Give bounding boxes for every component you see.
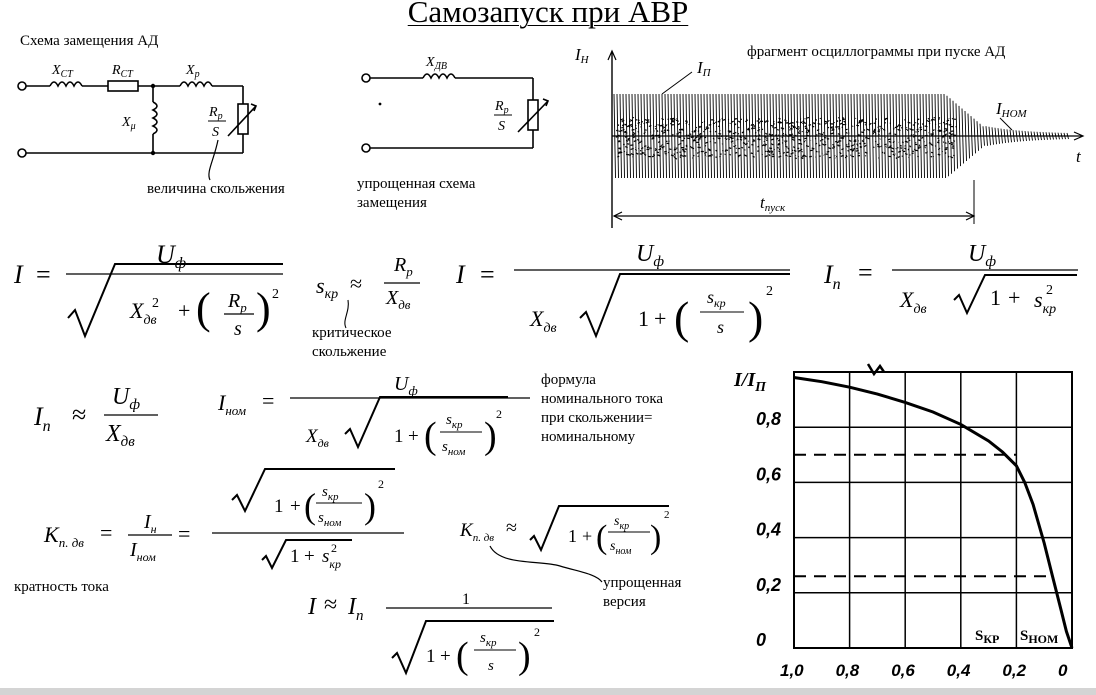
inductor-x-mu xyxy=(153,102,157,134)
simplified-version-note-line-1: упрощенная xyxy=(603,575,682,591)
f8-skr: $s_{кр}$ xyxy=(614,514,630,532)
simple-label-rp: $R_р$ xyxy=(495,99,509,116)
simplified-version-pointer xyxy=(490,546,602,582)
formula-critical-slip xyxy=(316,254,420,312)
f9-skr: $s_{кр}$ xyxy=(480,630,497,649)
critical-slip-pointer xyxy=(345,300,348,328)
f7-paren-close: ) xyxy=(364,486,376,526)
junction-top xyxy=(151,84,155,88)
f8-k: $K_{п. дв}$ xyxy=(460,520,495,544)
chart-y-tick-label: 0,4 xyxy=(756,519,782,540)
oscillogram-caption: фрагмент осциллограммы при пуске АД xyxy=(747,44,1006,60)
simplified-circuit-note-line-2: замещения xyxy=(357,195,427,211)
chart-y-label: $I/I_П$ xyxy=(734,369,767,395)
f8-one: 1 xyxy=(568,526,577,546)
chart-x-tick-label: 0 xyxy=(1058,661,1068,680)
f4-plus: + xyxy=(1008,285,1021,310)
osc-label-inom: IНОМ xyxy=(996,99,1027,120)
simplified-version-note-line-2: версия xyxy=(603,594,646,610)
f9-paren-open: ( xyxy=(456,635,469,677)
f5-lhs: $I_п$ xyxy=(34,402,51,435)
f9-plus: + xyxy=(440,646,451,667)
simplified-circuit-note-line-1: упрощенная схема xyxy=(357,176,476,192)
label-x-dv: $X_{ДВ}$ xyxy=(426,55,448,72)
simple-terminal-bottom xyxy=(362,144,370,152)
f3-eq: = xyxy=(480,260,495,289)
page-title-text: Самозапуск при АВР xyxy=(407,0,689,29)
formula-current-simplified xyxy=(455,241,790,343)
f1-sq-1: 2 xyxy=(152,296,159,311)
f9-lhs: I xyxy=(308,594,316,620)
inductor-x-dv xyxy=(423,74,455,78)
f1-numerator-u: Uф xyxy=(156,240,187,272)
simple-variable-resistor xyxy=(528,100,538,130)
f8-sq: 2 xyxy=(664,509,670,521)
f7-inom: $I_{ном}$ xyxy=(130,539,156,564)
f3-plus: + xyxy=(654,306,667,331)
f9-sq: 2 xyxy=(534,625,540,639)
f1-rp: $R_р$ xyxy=(228,290,247,315)
f9-ip: $I_п$ xyxy=(348,594,364,624)
f8-paren-open: ( xyxy=(596,519,608,556)
circuit-caption: Схема замещения АД xyxy=(20,33,159,49)
ip-pointer xyxy=(662,72,692,94)
terminal-bottom xyxy=(18,149,26,157)
f7-eq-1: = xyxy=(100,520,113,545)
f7-one-bottom: 1 xyxy=(290,546,300,567)
f4-sq: 2 xyxy=(1046,283,1053,298)
f3-paren-open: ( xyxy=(674,292,690,343)
osc-label-t-start: tпуск xyxy=(760,193,786,214)
critical-slip-note-line-1: критическое xyxy=(312,325,392,341)
f8-plus: + xyxy=(582,526,593,546)
f1-plus: + xyxy=(178,298,191,323)
slip-pointer-line xyxy=(209,140,218,180)
simplified-circuit xyxy=(362,74,548,152)
f7-skr-bottom: $s_{кр}$ xyxy=(322,546,342,571)
f4-lhs: $I_п$ xyxy=(824,260,841,293)
f3-s: s xyxy=(717,317,725,337)
f9-one-num: 1 xyxy=(462,591,470,608)
chart-reference-lines xyxy=(794,455,1053,576)
formula-start-current xyxy=(823,241,1078,317)
nominal-current-note-line-4: номинальному xyxy=(541,429,636,445)
f1-s: s xyxy=(234,318,242,340)
label-x-r: $X_р$ xyxy=(186,63,200,80)
chart-x-tick-label: 1,0 xyxy=(780,661,804,680)
f7-one-top: 1 xyxy=(274,496,284,517)
f7-sq-top: 2 xyxy=(378,477,384,491)
f5-x-dv: $X_{дв}$ xyxy=(106,421,135,450)
f7-plus-top: + xyxy=(290,496,301,517)
f6-one: 1 xyxy=(394,426,404,447)
osc-label-t: t xyxy=(1076,147,1081,166)
chart-x-tick-label: 0,2 xyxy=(1002,661,1027,680)
slip-value-note: величина скольжения xyxy=(147,181,285,197)
chart-y-tick-label: 0,8 xyxy=(756,409,782,430)
f1-lhs-i: I xyxy=(14,260,23,289)
label-x-st: $X_{СТ}$ xyxy=(52,63,73,80)
f1-sq-2: 2 xyxy=(272,287,279,302)
f7-snom-top: $s_{ном}$ xyxy=(318,510,342,529)
f9-one: 1 xyxy=(426,646,436,667)
f8-paren-close: ) xyxy=(650,519,662,556)
f8-snom: $s_{ном}$ xyxy=(610,539,632,557)
f3-numerator-u: $U_ф$ xyxy=(636,241,664,270)
f7-k: $K_{п. дв}$ xyxy=(44,522,84,550)
junction-bottom xyxy=(151,151,155,155)
skr-approx: ≈ xyxy=(350,271,363,296)
f6-x-dv: $X_{дв}$ xyxy=(306,426,329,450)
skr-lhs: $s_{кр}$ xyxy=(316,273,339,302)
current-ratio-note: кратность тока xyxy=(14,579,109,595)
f4-x-dv: $X_{дв}$ xyxy=(900,287,927,317)
chart-y-tick-label: 0,6 xyxy=(756,464,782,485)
osc-label-ip: IП xyxy=(697,58,711,79)
f4-numerator-u: $U_ф$ xyxy=(968,241,996,270)
formula-current-full xyxy=(13,240,283,340)
f6-paren-close: ) xyxy=(484,415,497,457)
critical-slip-note-line-2: скольжение xyxy=(312,344,387,360)
formula-start-current-approx xyxy=(33,384,158,450)
f6-paren-open: ( xyxy=(424,415,437,457)
skr-x-dv: $X_{дв}$ xyxy=(386,287,411,312)
label-x-mu: $X_\mu$ xyxy=(122,115,136,132)
chart-series-line xyxy=(794,378,1072,649)
f7-paren-open: ( xyxy=(304,486,316,526)
f9-s: s xyxy=(488,658,494,674)
f3-skr: $s_{кр}$ xyxy=(707,287,726,310)
label-s: S xyxy=(212,125,219,140)
skr-rp: $R_р$ xyxy=(394,254,413,279)
f1-paren-open: ( xyxy=(196,284,211,333)
f6-skr: $s_{кр}$ xyxy=(446,412,463,431)
formula-current-ratio-approx xyxy=(459,506,670,557)
f3-x-dv: $X_{дв}$ xyxy=(530,306,557,336)
label-r-st: $R_{СТ}$ xyxy=(112,63,133,80)
f3-lhs-i: I xyxy=(456,260,465,289)
f7-eq-2: = xyxy=(178,521,191,546)
f6-eq: = xyxy=(262,388,275,413)
chart-x-tick-label: 0,4 xyxy=(946,661,971,680)
f1-x-dv: $X_{дв}$ xyxy=(130,298,157,328)
f9-paren-close: ) xyxy=(518,635,531,677)
f9-approx: ≈ xyxy=(324,592,338,618)
chart-x-tick-label: 0,8 xyxy=(835,661,860,680)
osc-label-in: IН xyxy=(575,45,589,66)
oscillogram xyxy=(574,45,1083,228)
f4-one: 1 xyxy=(990,285,1001,310)
formula-nominal-current xyxy=(217,373,530,458)
terminal-top xyxy=(18,82,26,90)
chart-x-tick-label: 0,6 xyxy=(891,661,915,680)
f7-sq-bottom: 2 xyxy=(331,541,337,555)
stray-dot xyxy=(379,103,382,106)
formula-current-approx xyxy=(307,591,554,677)
chart-skr-label: $S_{КР}$ xyxy=(975,628,1000,646)
nominal-current-note-line-2: номинального тока xyxy=(541,391,664,407)
inductor-x-st xyxy=(50,82,82,86)
f3-one: 1 xyxy=(638,306,649,331)
simple-label-s: S xyxy=(498,119,505,134)
f6-sq: 2 xyxy=(496,407,502,421)
label-rp: $R_р$ xyxy=(209,105,223,122)
f1-eq: = xyxy=(36,260,51,289)
f5-approx: ≈ xyxy=(72,400,87,429)
simple-terminal-top xyxy=(362,74,370,82)
resistor-r-st xyxy=(108,81,138,91)
f7-plus-bottom: + xyxy=(304,546,315,567)
f3-paren-close: ) xyxy=(748,292,764,343)
chart-y-tick-label: 0 xyxy=(756,630,767,650)
formula-current-ratio xyxy=(43,469,404,571)
nominal-current-note-line-3: при скольжении= xyxy=(541,410,653,426)
f1-sqrt xyxy=(68,264,283,336)
f3-sq: 2 xyxy=(766,284,773,299)
chart-y-tick-label: 0,2 xyxy=(756,574,782,595)
f8-approx: ≈ xyxy=(506,517,517,539)
f5-u: $U_ф$ xyxy=(112,384,140,413)
f7-skr-top: $s_{кр}$ xyxy=(322,484,339,503)
f7-in: $I_н$ xyxy=(144,511,157,536)
nominal-current-note-line-1: формула xyxy=(541,372,596,388)
f6-plus: + xyxy=(408,426,419,447)
f6-snom: $s_{ном}$ xyxy=(442,439,466,458)
f6-lhs: $I_{ном}$ xyxy=(218,390,247,418)
bottom-scrollbar[interactable] xyxy=(0,688,1096,695)
f6-u: $U_ф$ xyxy=(394,373,418,398)
f1-paren-close: ) xyxy=(256,284,271,333)
chart-snom-label: $S_{НОМ}$ xyxy=(1020,628,1059,646)
f4-eq: = xyxy=(858,258,873,287)
current-ratio-chart xyxy=(720,360,1092,685)
f4-s: $s_{кр}$ xyxy=(1034,287,1057,317)
inductor-x-r xyxy=(180,82,212,86)
